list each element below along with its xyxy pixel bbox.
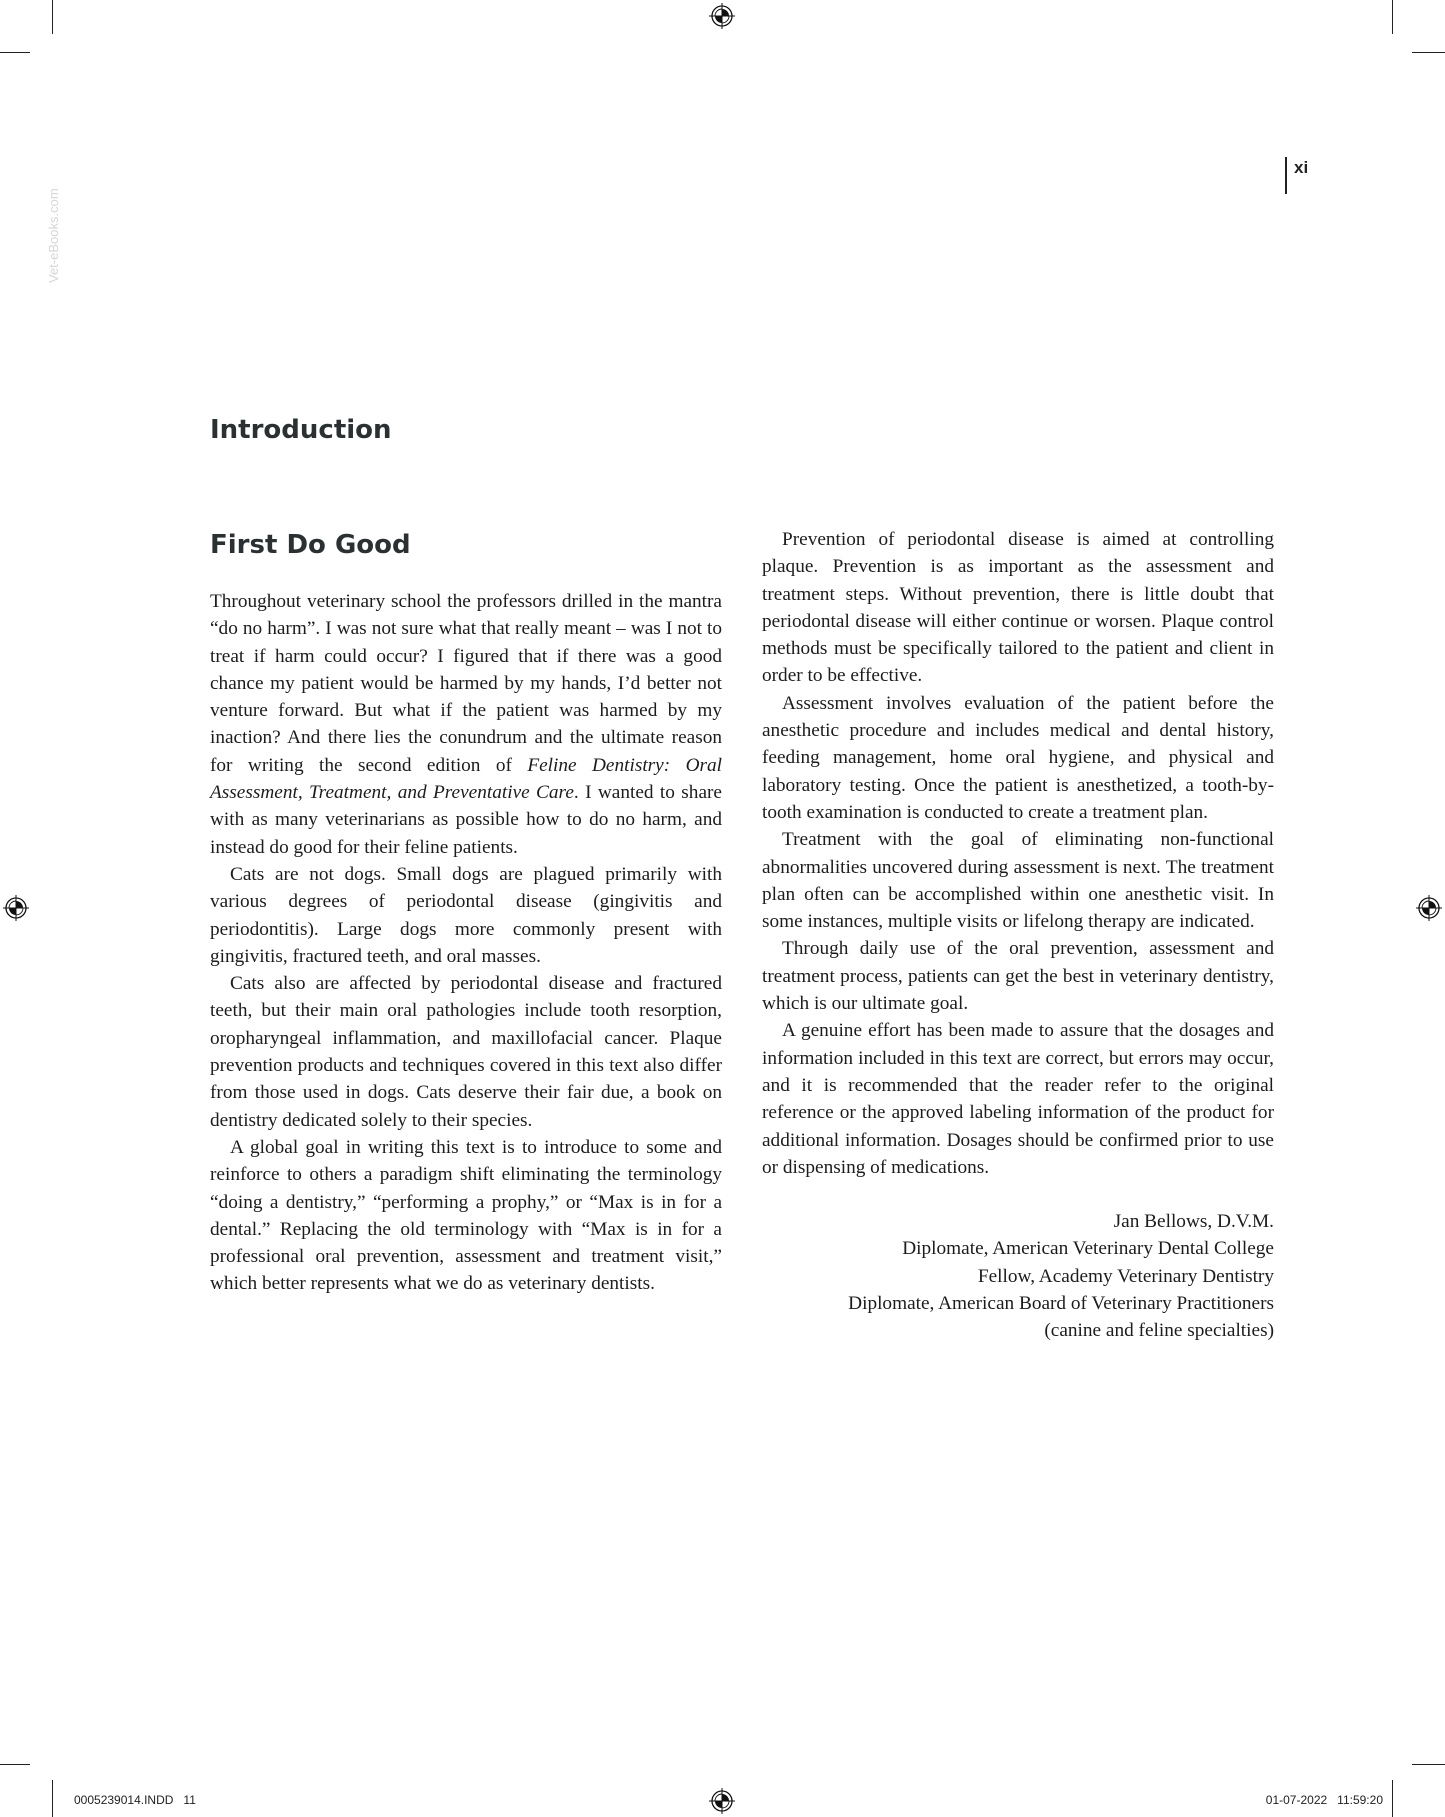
- registration-mark-icon: [709, 1788, 735, 1814]
- author-credential: Diplomate, American Veterinary Dental College: [902, 1238, 1274, 1260]
- crop-mark-top-right-vertical: [1392, 0, 1393, 34]
- paragraph: Assessment involves evaluation of the patient before the anesthetic procedure and includes medical and dental history, feeding management, home oral hygiene, and physical and laboratory testing. Once the patient is anesthetized, a tooth-by-tooth examination is conducted to create a treatment plan.: [762, 692, 1274, 823]
- crop-mark-top-left-horizontal: [0, 52, 30, 53]
- section-title: First Do Good: [210, 530, 411, 560]
- crop-mark-bottom-left-vertical: [52, 1780, 53, 1817]
- paragraph: Prevention of periodontal disease is aimed at controlling plaque. Prevention is as important as the assessment and treatment steps. Without prevention, there is little doubt that periodontal disease will either continue or worsen. Plaque control methods must be specifically tailored to the patient and client in order to be effective.: [762, 529, 1274, 687]
- paragraph: Treatment with the goal of eliminating non-functional abnormalities uncovered during assessment is next. The treatment plan often can be accomplished within one anesthetic visit. In some instances, multiple visits or lifelong therapy are indicated.: [762, 829, 1274, 933]
- author-name: Jan Bellows, D.V.M.: [1113, 1211, 1274, 1233]
- author-credential: (canine and feline specialties): [1044, 1320, 1274, 1342]
- paragraph-text: . I wanted to share with as many veterinarians as possible how to do no harm, and instead do good for their feline patients.: [210, 782, 722, 858]
- paragraph-text: Throughout veterinary school the professors drilled in the mantra “do no harm”. I was not sure what that really meant – was I not to treat if harm could occur? I figured that if there was a good chance my patient would be harmed by my hands, I’d better not venture forward. But what if the patient was harmed by my inaction? And there lies the conundrum and the ultimate reason for writing the second edition of: [210, 591, 722, 776]
- registration-mark-icon: [3, 895, 29, 921]
- registration-mark-icon: [709, 3, 735, 29]
- paragraph: Cats also are affected by periodontal disease and fractured teeth, but their main oral pathologies include tooth resorption, oropharyngeal inflammation, and maxillofacial cancer. Plaque prevention products and techniques covered in this text also differ from those used in dogs. Cats deserve their fair due, a book on dentistry dedicated solely to their species.: [210, 973, 722, 1131]
- author-credential: Diplomate, American Board of Veterinary Practitioners: [848, 1293, 1274, 1315]
- crop-mark-top-right-horizontal: [1412, 52, 1445, 53]
- paragraph: [210, 588, 722, 861]
- right-column: [762, 526, 1274, 1345]
- slug-datetime: 01-07-2022 11:59:20: [1265, 1793, 1383, 1807]
- paragraph: Cats are not dogs. Small dogs are plagued primarily with various degrees of periodontal disease (gingivitis and periodontitis). Large dogs more commonly present with gingivitis, fractured teeth, and oral masses.: [210, 863, 722, 967]
- slug-file: 0005239014.INDD 11: [74, 1793, 196, 1807]
- crop-mark-bottom-left-horizontal: [0, 1764, 30, 1765]
- registration-mark-icon: [1416, 895, 1442, 921]
- crop-mark-bottom-right-horizontal: [1412, 1764, 1445, 1765]
- left-column: [210, 528, 722, 1298]
- page-number: xi: [1294, 158, 1309, 177]
- author-credential: Fellow, Academy Veterinary Dentistry: [977, 1265, 1274, 1287]
- folio-rule: [1285, 157, 1287, 194]
- signature-block: [762, 1208, 1274, 1344]
- paragraph: Through daily use of the oral prevention, assessment and treatment process, patients can get the best in veterinary dentistry, which is our ultimate goal.: [762, 938, 1274, 1015]
- crop-mark-bottom-right-vertical: [1392, 1780, 1393, 1817]
- chapter-title: Introduction: [210, 415, 392, 445]
- watermark: Vet-eBooks.com: [46, 188, 61, 283]
- paragraph: A global goal in writing this text is to introduce to some and reinforce to others a paradigm shift eliminating the terminology “doing a dentistry,” “performing a prophy,” or “Max is in for a dental.” Replacing the old terminology with “Max is in for a professional oral prevention, assessment and treatment visit,” which better represents what we do as veterinary dentists.: [210, 1136, 722, 1295]
- paragraph: A genuine effort has been made to assure that the dosages and information included in this text are correct, but errors may occur, and it is recommended that the reader refer to the original reference or the approved labeling information of the product for additional information. Dosages should be confirmed prior to use or dispensing of medications.: [762, 1020, 1274, 1178]
- book-title: Feline Dentistry: Oral Assessment, Treatment, and Preventative Care: [210, 754, 722, 804]
- crop-mark-top-left-vertical: [52, 0, 53, 34]
